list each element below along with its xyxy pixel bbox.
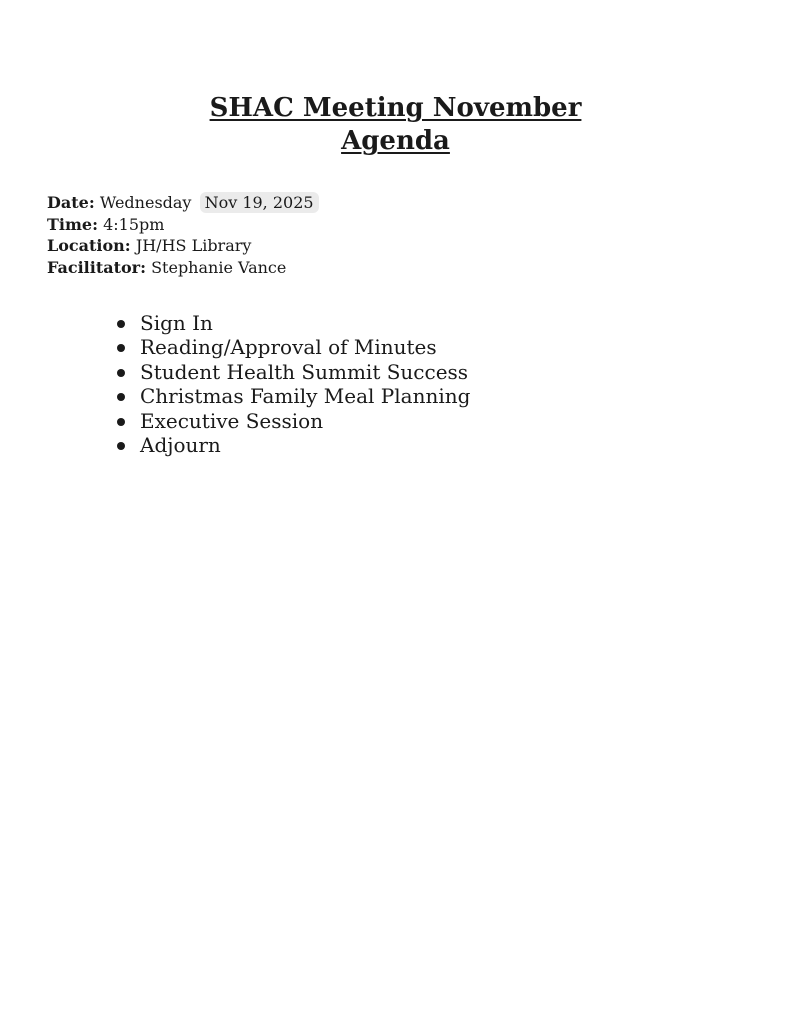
list-item (112, 409, 470, 433)
location-value: JH/HS Library (135, 236, 252, 255)
bullet-icon (117, 418, 125, 426)
title-line-1: SHAC Meeting November (209, 93, 582, 123)
bullet-icon (117, 442, 125, 450)
list-item (112, 335, 470, 359)
list-item (112, 360, 470, 384)
facilitator-label: Facilitator: (47, 257, 146, 277)
facilitator-value: Stephanie Vance (151, 257, 287, 277)
location-row (47, 235, 319, 257)
agenda-item-label: Christmas Family Meal Planning (140, 384, 471, 409)
date-row (47, 192, 319, 214)
agenda-item-label: Student Health Summit Success (140, 359, 469, 384)
date-label: Date: (47, 193, 95, 212)
bullet-icon (117, 344, 125, 352)
location-label: Location: (47, 236, 131, 255)
title-line-2: Agenda (341, 126, 450, 156)
agenda-item-label: Adjourn (140, 433, 221, 458)
bullet-icon (117, 320, 125, 328)
time-row (47, 214, 319, 236)
agenda-item-label: Reading/Approval of Minutes (140, 335, 437, 360)
list-item (112, 384, 470, 408)
bullet-icon (117, 393, 125, 401)
date-day: Wednesday (99, 193, 192, 212)
bullet-icon (117, 369, 125, 377)
list-item (112, 433, 470, 457)
list-item (112, 311, 470, 335)
meeting-details (47, 192, 319, 278)
page-title (0, 92, 791, 158)
date-chip[interactable]: Nov 19, 2025 (200, 192, 319, 213)
agenda-item-label: Sign In (140, 311, 213, 335)
agenda-item-label: Executive Session (140, 408, 324, 433)
facilitator-row (47, 257, 319, 279)
time-value: 4:15pm (103, 214, 165, 234)
agenda-list (112, 311, 470, 457)
time-label: Time: (47, 214, 98, 234)
